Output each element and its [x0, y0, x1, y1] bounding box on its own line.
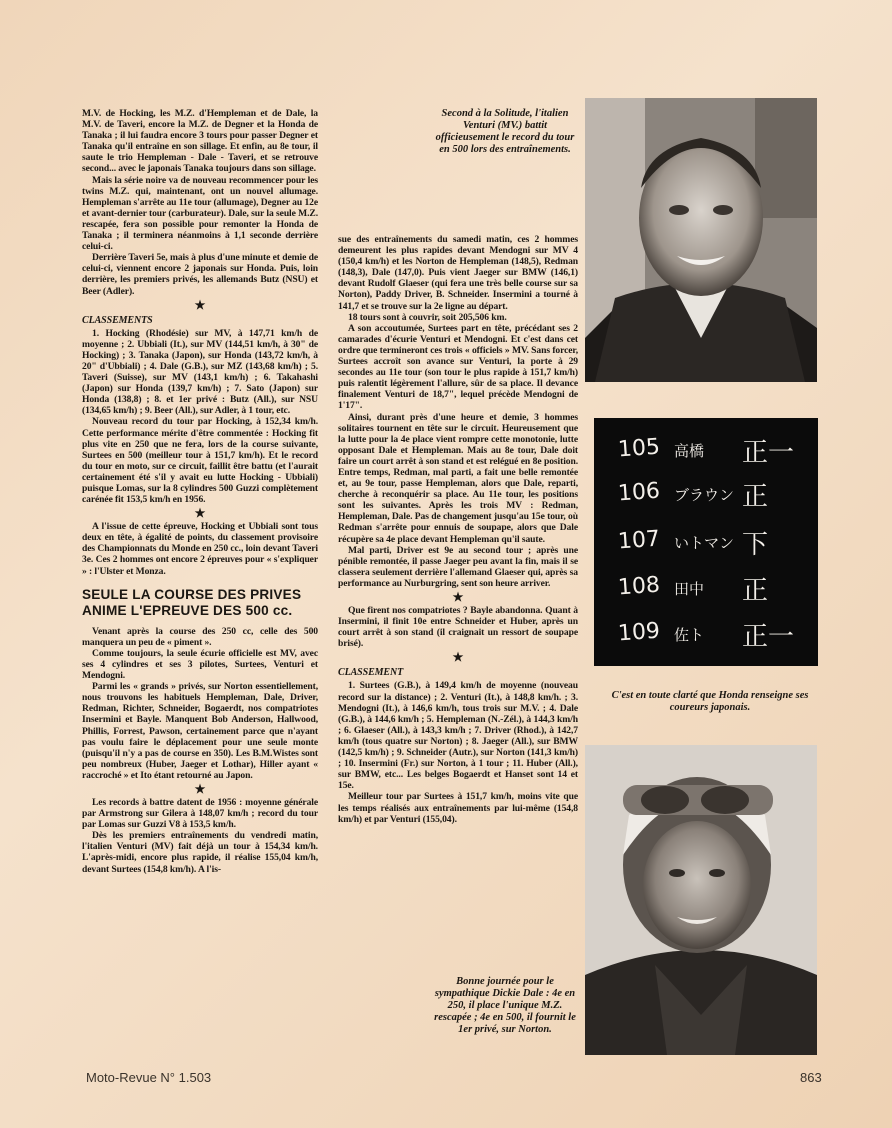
paragraph: Ainsi, durant près d'une heure et demie, 3 hommes solitaires tournent en tête sur le circuit. Heureusement que la lutte pour la 4e place vient rompre cette monotonie, lutte opposant Dale et Hempleman. Mais au 8e tour, Dale doit faire un court arrêt à son stand et est relégué en 8e position. Entre temps, Redman, mal parti, a fait une belle remontée et, au 9e tour, passe Hempleman, alors que Dale, reparti, cherche à reconquérir sa place. Au 11e tour, les positions sont les suivantes. Après les trois MV : Redman, Hempleman, Dale. Pas de changement jusqu'au 15e tour, où Redman s'arrête pour ennuis de soupape, alors que Dale récupère sa 4e place devant Hempleman qu'il saute.	[338, 411, 578, 545]
paragraph: 1. Hocking (Rhodésie) sur MV, à 147,71 km/h de moyenne ; 2. Ubbiali (It.), sur MV (144,51 km/h, à 30" de Hocking) ; 3. Tanaka (Japon), sur Honda (143,72 km/h, à 20" d'Ubbiali) ; 4. Dale (G.B.), sur MZ (143,68 km/h) ; 5. Taveri (Suisse), sur MV (143,1 km/h) ; 6. Takahashi (Japon) sur Honda (139,7 km/h) ; 7. Sato (Japon) sur Honda (138,8) ; 8. et 1er privé : Butz (All.), sur NSU (134,65 km/h) ; 9. Beer (All.), sur Adler, à 1 tour, etc.	[82, 327, 318, 417]
board-row	[594, 568, 818, 608]
paragraph: Mal parti, Driver est 9e au second tour ; après une pénible remontée, il passe Jaeger peu avant la fin, mais il se classera seulement derrière l'allemand Glaeser qui, après sa performance au Nurburgring, sent son heure arriver.	[338, 544, 578, 589]
article-column-1	[82, 108, 318, 875]
lap-tally: 正	[742, 482, 769, 512]
portrait-image	[585, 745, 817, 1055]
paragraph: Comme toujours, la seule écurie officielle est MV, avec ses 4 cylindres et ses 3 pilotes, Surtees, Venturi et Mendogni.	[82, 647, 318, 682]
page-number: 863	[800, 1070, 822, 1085]
photo-caption-board: C'est en toute clarté que Honda renseigne ses coureurs japonais.	[611, 690, 809, 713]
paragraph: Nouveau record du tour par Hocking, à 152,34 km/h. Cette performance mérite d'être commentée : Hocking fit plus vite en 250 que ne fera, lors de la course suivante, Surtees en 500 (meilleur tour à 151,7 km/h). Et le record du tour en moto, sur ce circuit, faillit être battu (et l'aurait certainement été s'il y avait eu lutte Hocking - Ubbiali) puisque Lomas, sur la 8 cylindres 500 Guzzi complètement carénée fit 153,5 km/h en 1956.	[82, 416, 318, 506]
paragraph: A son accoutumée, Surtees part en tête, précédant ses 2 camarades d'écurie Venturi et Mendogni. Et c'est dans cet ordre que termineront ces trois « officiels » MV. Sans forcer, Surtees accroît son avance sur Venturi, la porte à 29 secondes au 11e tour (son tour le plus rapide à 151,7 km/h) puis ralentit légèrement l'allure, sûr de sa place. Il devance finalement Venturi de 18,7", lequel précède Mendogni de 1'17".	[338, 322, 578, 412]
rider-number: 109	[617, 618, 661, 647]
section-subhead: CLASSEMENTS	[82, 314, 153, 326]
article-column-2	[338, 234, 578, 825]
paragraph: Parmi les « grands » privés, sur Norton essentiellement, nous trouvons les habituels Hempleman, Dale, Driver, Redman, Richter, Schneider, Bogaerdt, nos compatriotes Insermini et Bayle. Manquent Bob Anderson, Hallwood, Phillis, Forrest, Pawson, certainement parce que n'ayant pas voulu faire le déplacement pour une seule monte (puisqu'il n'y a pas de course en 350). Les B.M.Wistes sont peu nombreux (Huber, Jaeger et Lothar), Hiller ayant « raccroché » et Ito étant retourné au Japon.	[82, 681, 318, 781]
rider-number: 106	[617, 478, 661, 507]
photo-caption-dale: Bonne journée pour le sympathique Dickie Dale : 4e en 250, il place l'unique M.Z. rescapée ; 4e en 500, il fournit le 1er privé, sur Norton.	[434, 976, 576, 1035]
separator-star: ★	[194, 781, 206, 796]
rider-number: 107	[617, 526, 661, 555]
rider-name: 田中	[674, 580, 705, 598]
paragraph: A l'issue de cette épreuve, Hocking et Ubbiali sont tous deux en tête, à égalité de points, du classement provisoire des Championnats du Monde en 250 cc., loin devant Taveri 3e. Ces 2 hommes ont encore 2 épreuves pour « s'expliquer » : l'Ulster et Monza.	[82, 521, 318, 577]
board-row	[594, 474, 818, 514]
magazine-issue: Moto-Revue N° 1.503	[86, 1070, 212, 1085]
paragraph: 1. Surtees (G.B.), à 149,4 km/h de moyenne (nouveau record sur la distance) ; 2. Venturi (It.), à 148,8 km/h. ; 3. Mendogni (It.), à 146,6 km/h, tous trois sur M.V. ; 4. Dale (G.B.), à 144,6 km/h ; 5. Hempleman (N.-Zél.), à 144,3 km/h ; 6. Glaeser (All.), à 143,3 km/h ; 7. Driver (Rhod.), à 142,7 km/h (tous quatre sur Norton) ; 8. Jaeger (All.), sur BMW (142,5 km/h) ; 9. Schneider (Autr.), sur Norton (141,3 km/h) ; 10. Insermini (Fr.) sur Norton, à 1 tour ; 11. Huber (All.), sur BMW, etc... Les belges Bogaerdt et Hanset sont 14 et 15e.	[338, 680, 578, 792]
portrait-image	[585, 98, 817, 382]
separator-star: ★	[452, 650, 464, 665]
lap-tally: 正	[742, 576, 769, 606]
lap-tally: 正一	[742, 622, 795, 652]
rider-name: 佐ト	[674, 626, 705, 644]
paragraph: Dès les premiers entraînements du vendredi matin, l'italien Venturi (MV) fait déjà un tour à 154,34 km/h. L'après-midi, encore plus rapide, il réalise 155,04 km/h, devant Surtees (154,8 km/h). A l'is-	[82, 830, 318, 875]
paragraph: sue des entraînements du samedi matin, ces 2 hommes demeurent les plus rapides devant Mendogni sur MV 4 (150,4 km/h) et les Norton de Hempleman (148,5), Redman (148,3), Dale (147,0). Puis vient Jaeger sur BMW (146,1) devant Rudolf Glaeser (qui fera une très belle course sur sa Norton), Paddy Driver, B. Schneider. Insermini a tourné à 141,7 et se trouve sur la 2e ligne au départ.	[338, 234, 578, 312]
separator-star: ★	[194, 297, 206, 312]
paragraph: Venant après la course des 250 cc, celle des 500 manquera un peu de « piment ».	[82, 625, 318, 648]
board-row	[594, 522, 818, 562]
paragraph: Derrière Taveri 5e, mais à plus d'une minute et demie de celui-ci, viennent encore 2 japonais sur Honda. Puis, loin derrière, les premiers privés, les allemands Butz (NSU) et Beer (Adler).	[82, 252, 318, 297]
paragraph: Les records à battre datent de 1956 : moyenne générale par Armstrong sur Gilera à 148,07 km/h ; record du tour par Lomas sur Guzzi V8 à 153,5 km/h.	[82, 796, 318, 831]
paragraph: M.V. de Hocking, les M.Z. d'Hempleman et de Dale, la M.V. de Taveri, encore la M.Z. de Degner et la Honda de Tanaka ; il lui faudra encore 3 tours pour passer Degner et Tanaka qu'il entraîne en son sillage. Et enfin, au 8e tour, il saute le trio Hempleman - Dale - Taveri, et se retrouve second... avec le japonais Tanaka toujours dans son sillage.	[82, 108, 318, 175]
separator-star: ★	[194, 506, 206, 521]
paragraph: 18 tours sont à couvrir, soit 205,506 km.	[348, 311, 507, 323]
separator-star: ★	[452, 590, 464, 604]
photo-venturi	[585, 98, 817, 382]
board-row	[594, 614, 818, 654]
honda-pit-board-photo	[594, 418, 818, 666]
paragraph: Meilleur tour par Surtees à 151,7 km/h, moins vite que les temps réalisés aux entraînements par lui-même (154,8 km/h) et par Venturi (155,04).	[338, 791, 578, 825]
section-subhead: CLASSEMENT	[338, 667, 404, 679]
rider-number: 108	[617, 572, 661, 601]
rider-name: ブラウン	[674, 486, 735, 504]
rider-name: いトマン	[674, 534, 735, 552]
lap-tally: 下	[742, 530, 769, 560]
lap-tally: 正一	[742, 438, 795, 468]
board-row	[594, 430, 818, 470]
rider-name: 高橋	[674, 442, 705, 460]
photo-caption-venturi: Second à la Solitude, l'italien Venturi (MV.) battit officieusement le record du tour en 500 lors des entraînements.	[435, 108, 575, 155]
rider-number: 105	[617, 434, 661, 463]
photo-dale	[585, 745, 817, 1055]
paragraph: Mais la série noire va de nouveau recommencer pour les twins M.Z. qui, maintenant, ont un nouvel allumage. Hempleman s'arrête au 11e tour (allumage), Degner au 12e et avant-dernier tour (carburateur). Dale, sur la seule M.Z. rescapée, fera son possible pour remonter la Honda de Tanaka ; il terminera néanmoins à 1,1 seconde derrière celui-ci.	[82, 174, 318, 253]
paragraph: Que firent nos compatriotes ? Bayle abandonna. Quant à Insermini, il finit 10e entre Schneider et Huber, après un court arrêt à son stand (il craignait un ressort de soupape brisé).	[338, 605, 578, 650]
section-headline: SEULE LA COURSE DES PRIVES ANIME L'EPREUVE DES 500 cc.	[82, 586, 302, 618]
